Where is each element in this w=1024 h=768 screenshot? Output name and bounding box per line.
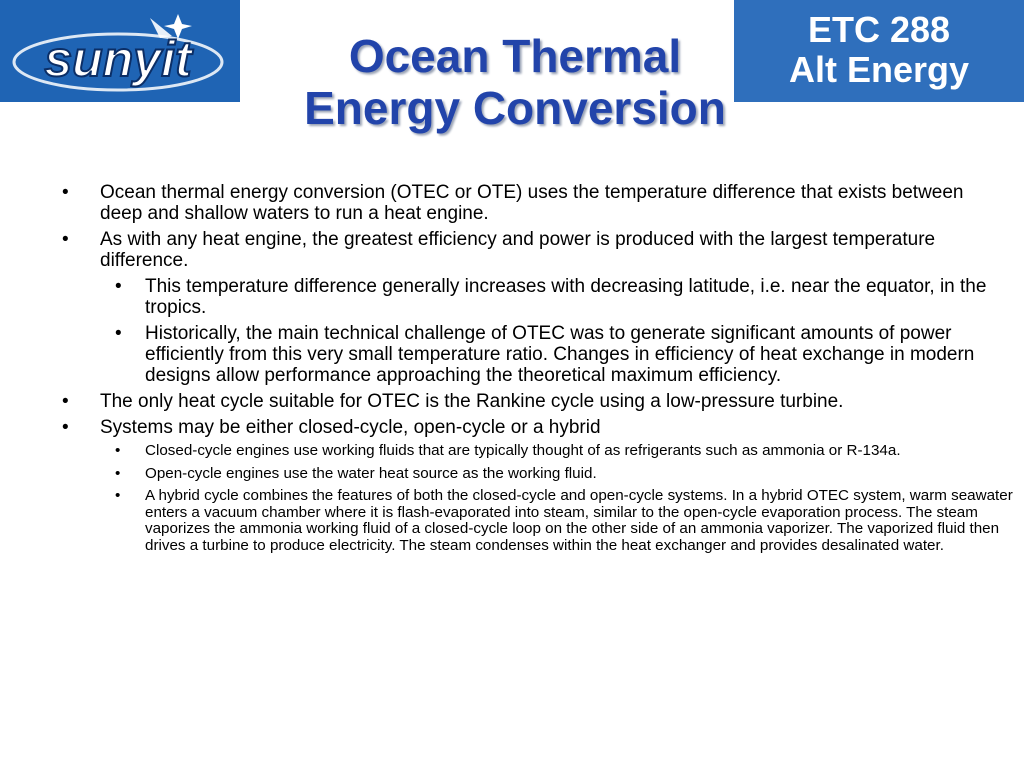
bullet-item — [62, 391, 995, 412]
bullet-item — [62, 417, 995, 438]
bullet-text: Open-cycle engines use the water heat source as the working fluid. — [145, 464, 597, 482]
title-line-1: Ocean Thermal — [348, 30, 682, 82]
course-name: Alt Energy — [788, 49, 970, 90]
bullet-text: As with any heat engine, the greatest efficiency and power is produced with the largest temperature difference. — [100, 229, 936, 271]
bullet-dot: • — [115, 323, 122, 344]
sub-bullet-item — [115, 464, 1015, 483]
bullet-item — [62, 229, 995, 271]
bullet-dot: • — [62, 182, 69, 203]
sub-bullet-item — [115, 442, 1015, 460]
sub-bullet-item — [115, 323, 1005, 386]
bullet-text: Ocean thermal energy conversion (OTEC or OTE) uses the temperature difference that exists between deep and shallow waters to run a heat engine. — [100, 182, 964, 224]
bullet-text: The only heat cycle suitable for OTEC is the Rankine cycle using a low-pressure turbine. — [100, 391, 844, 412]
course-code: ETC 288 — [807, 9, 951, 50]
bullet-dot: • — [62, 229, 69, 250]
title-line-2: Energy Conversion — [304, 82, 726, 134]
bullet-dot: • — [62, 391, 69, 412]
bullet-dot: • — [115, 276, 122, 297]
sunyit-logo — [0, 0, 240, 102]
bullet-dot: • — [115, 442, 121, 459]
bullet-dot: • — [115, 487, 121, 504]
sunyit-logo-graphic — [0, 0, 240, 102]
bullet-text: This temperature difference generally increases with decreasing latitude, i.e. near the equator, in the tropics. — [145, 276, 987, 318]
bullet-dot: • — [115, 464, 121, 482]
bullet-text: Systems may be either closed-cycle, open-cycle or a hybrid — [100, 417, 601, 438]
bullet-text: A hybrid cycle combines the features of both the closed-cycle and open-cycle systems. In a hybrid OTEC system, warm seawater enters a vacuum chamber where it is flash-evaporated into steam, similar to the open-cycle evaporation process. The steam vaporizes the ammonia working fluid of a closed-cycle loop on the other side of an ammonia vaporizer. The vaporized fluid then drives a turbine to produce electricity. The steam condenses within the heat exchanger and provides desalinated water. — [145, 487, 1013, 554]
slide-title — [240, 30, 790, 134]
bullet-text: Closed-cycle engines use working fluids that are typically thought of as refrigerants such as ammonia or R-134a. — [145, 442, 901, 459]
slide-body — [0, 182, 1024, 560]
bullet-item — [62, 182, 995, 224]
logo-text: sunyit — [44, 31, 192, 87]
sub-bullet-item — [115, 276, 1005, 318]
bullet-dot: • — [62, 417, 69, 438]
bullet-text: Historically, the main technical challenge of OTEC was to generate significant amounts of power efficiently from this very small temperature ratio. Changes in efficiency of heat exchange in modern designs allow performance approaching the theoretical maximum efficiency. — [145, 323, 975, 386]
sub-bullet-item — [115, 487, 1015, 554]
